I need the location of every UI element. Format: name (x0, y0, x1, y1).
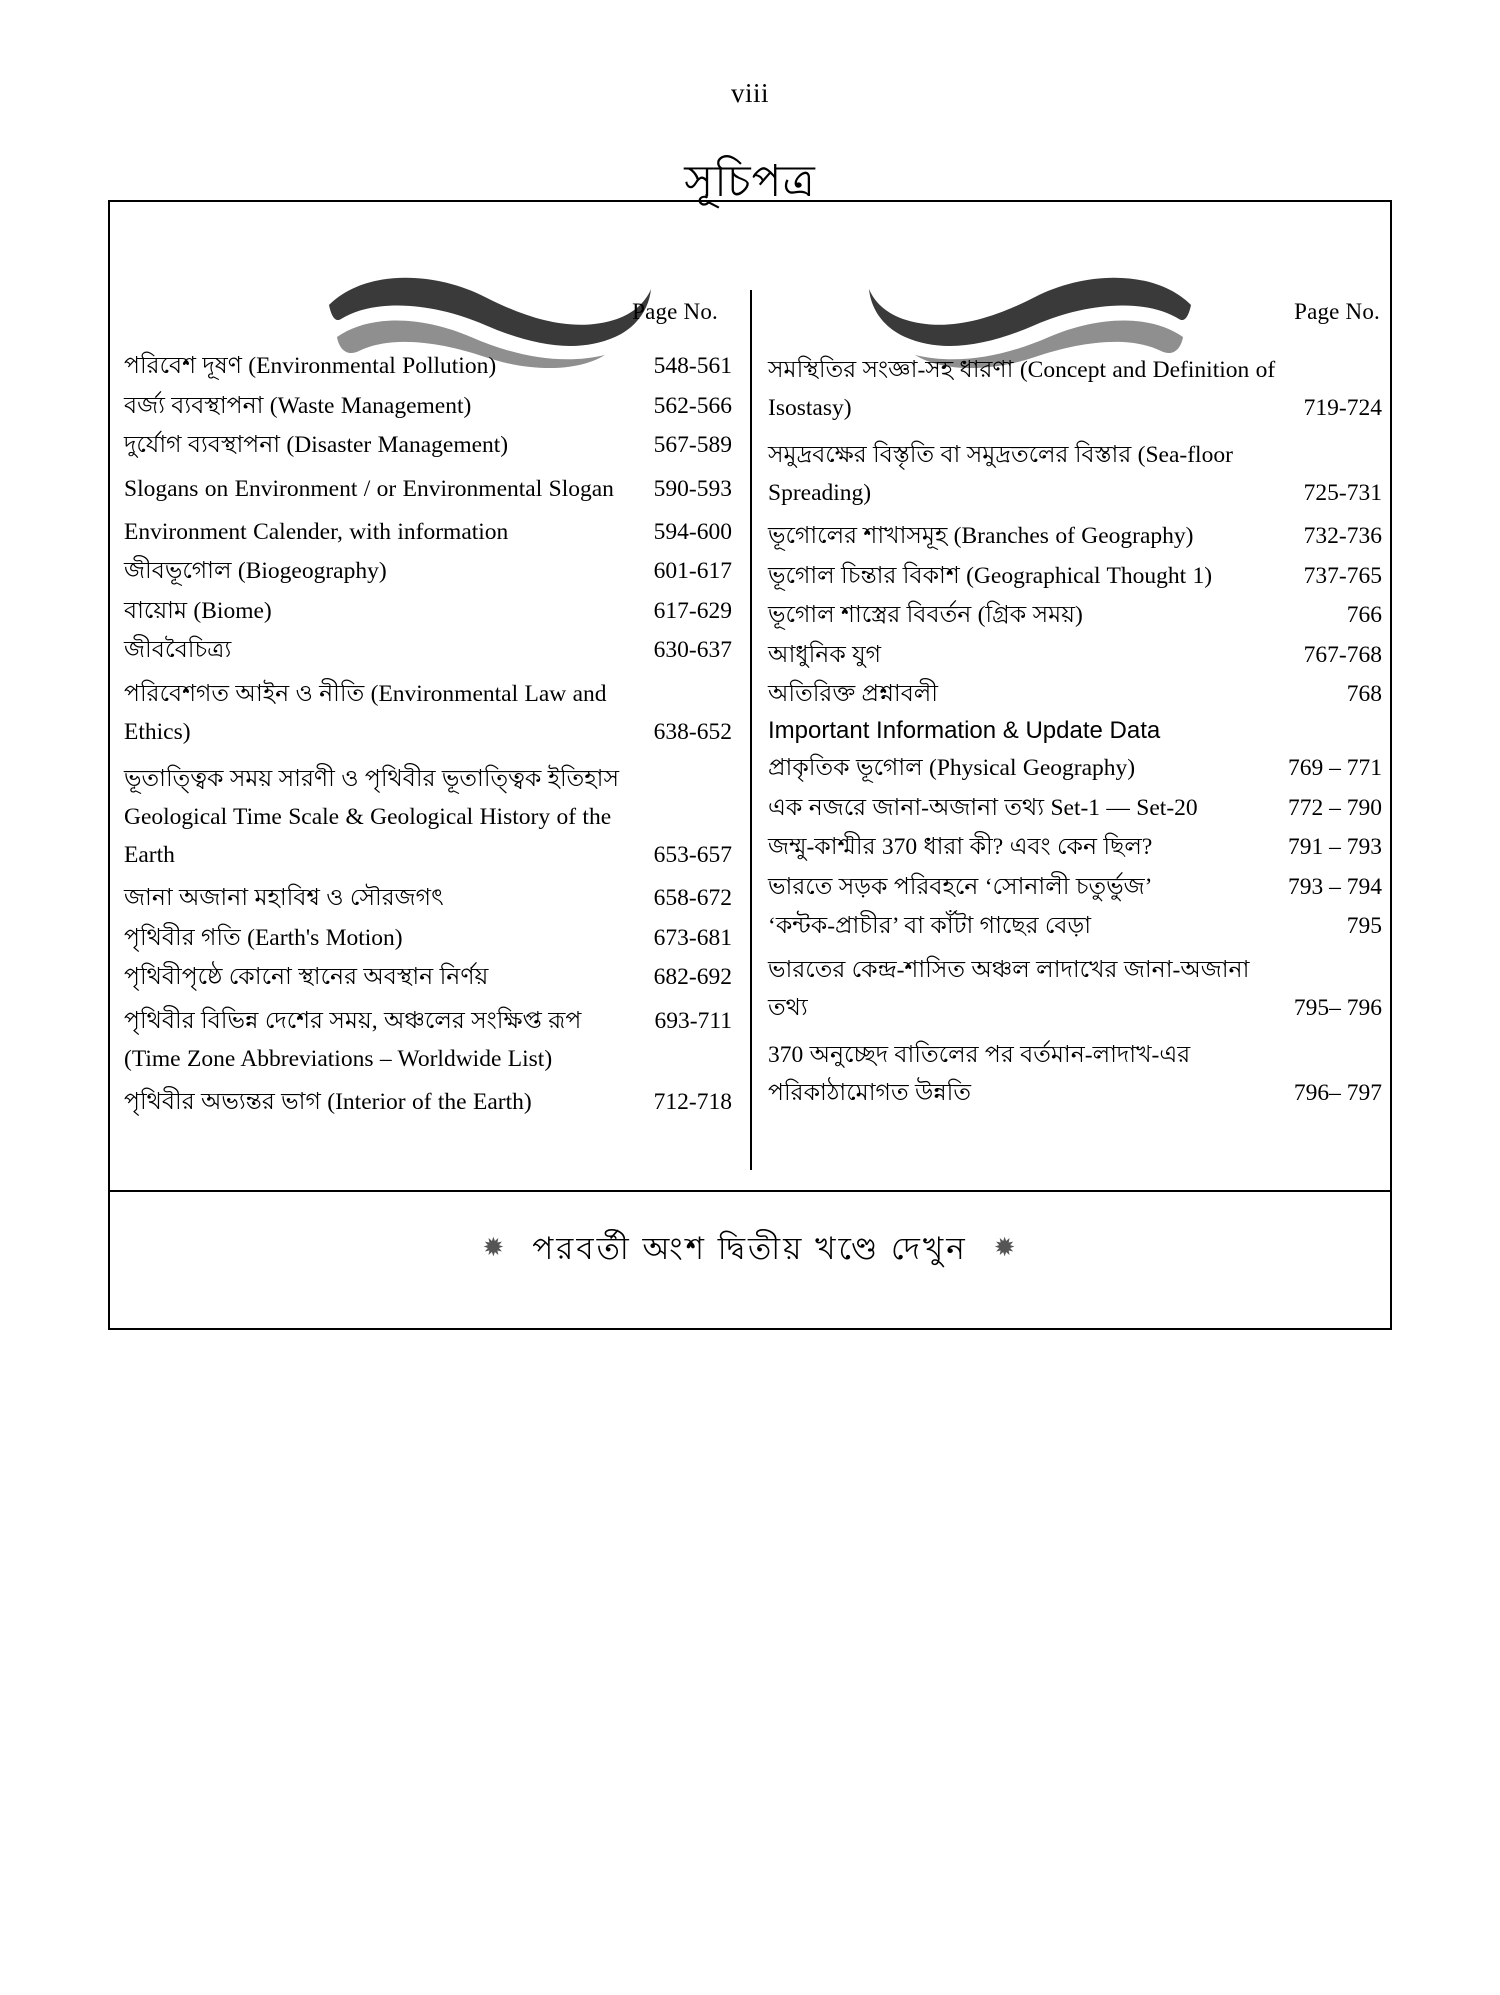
toc-entry[interactable] (768, 793, 1382, 824)
toc-entry[interactable] (768, 951, 1382, 1027)
toc-entry-pages: 768 (1346, 681, 1382, 708)
toc-entry[interactable] (768, 640, 1382, 671)
toc-entry-label: ভারতের কেন্দ্র-শাসিত অঞ্চল লাদাখের জানা-অজানা তথ্য (768, 956, 1250, 1021)
toc-entry[interactable] (124, 1087, 732, 1118)
toc-entry-pages: 712-718 (653, 1088, 732, 1115)
page-folio: viii (730, 78, 769, 108)
toc-entry-pages: 732-736 (1303, 523, 1382, 550)
toc-entry[interactable] (124, 517, 732, 548)
toc-entry[interactable] (124, 351, 732, 382)
toc-entry-pages: 725-731 (1303, 480, 1382, 507)
star-left-icon: ✹ (482, 1233, 507, 1262)
toc-entry-label: ভারতে সড়ক পরিবহনে ‘সোনালী চতুর্ভুজ’ (768, 873, 1153, 900)
toc-entry-pages: 653-657 (653, 842, 732, 869)
toc-entry[interactable] (124, 596, 732, 627)
toc-entry-label: ‘কন্টক-প্রাচীর’ বা কাঁটা গাছের বেড়া (768, 913, 1092, 940)
toc-entry-label: পৃথিবীপৃষ্ঠে কোনো স্থানের অবস্থান নির্ণয় (124, 964, 489, 991)
toc-entry-pages: 693-711 (654, 1007, 732, 1034)
toc-entry-label: জানা অজানা মহাবিশ্ব ও সৌরজগৎ (124, 885, 444, 912)
toc-entry-label: পৃথিবীর অভ্যন্তর ভাগ (Interior of the Earth) (124, 1088, 532, 1115)
toc-entry[interactable] (768, 832, 1382, 863)
toc-entry-label: বায়োম (Biome) (124, 597, 272, 624)
toc-entry-pages: 673-681 (653, 924, 732, 951)
toc-entry-label: সমস্থিতির সংজ্ঞা-সহ ধারণা (Concept and Definition of Isostasy) (768, 357, 1276, 422)
toc-entry-pages: 617-629 (653, 597, 732, 624)
star-right-icon: ✹ (993, 1233, 1018, 1262)
toc-column-right (768, 300, 1382, 1121)
toc-entry[interactable] (768, 872, 1382, 903)
toc-entry-pages: 766 (1346, 602, 1382, 629)
toc-entry-pages: 562-566 (653, 392, 732, 419)
toc-entry-pages: 658-672 (653, 885, 732, 912)
toc-entry-pages: 590-593 (653, 475, 732, 502)
toc-entry-label: পরিবেশ দূষণ (Environmental Pollution) (124, 353, 497, 379)
toc-entry[interactable] (768, 600, 1382, 631)
toc-entry-pages: 601-617 (653, 558, 732, 585)
bottom-rule (110, 1190, 1390, 1192)
toc-column-left (124, 300, 732, 1127)
toc-entry-label: এক নজরে জানা-অজানা তথ্য Set-1 — Set-20 (768, 794, 1198, 821)
toc-entry-label: পরিবেশগত আইন ও নীতি (Environmental Law and Ethics) (124, 680, 607, 745)
toc-entry-pages: 548-561 (653, 353, 732, 379)
toc-entry-label: ভূতাত্ত্বিক সময় সারণী ও পৃথিবীর ভূতাত্ত্বিক ইতিহাস Geological Time Scale & Geological History of the Earth (124, 766, 619, 869)
toc-entry-label: পৃথিবীর গতি (Earth's Motion) (124, 924, 403, 951)
toc-entry-label: জীবভূগোল (Biogeography) (124, 558, 387, 585)
page-title: সূচিপত্র (684, 157, 816, 206)
toc-entry-pages: 638-652 (653, 718, 732, 745)
toc-entry-label: বর্জ্য ব্যবস্থাপনা (Waste Management) (124, 392, 472, 419)
toc-entry[interactable] (124, 430, 732, 461)
toc-entry-pages: 630-637 (653, 637, 732, 664)
footer-note (108, 1225, 1392, 1277)
toc-entry-label: দুর্যোগ ব্যবস্থাপনা (Disaster Management) (124, 432, 509, 459)
toc-entry-pages: 795– 796 (1293, 994, 1382, 1021)
toc-entry[interactable] (768, 351, 1382, 427)
toc-entry-label: আধুনিক যুগ (768, 641, 882, 668)
toc-entry-pages: 767-768 (1303, 641, 1382, 668)
toc-entry[interactable] (768, 911, 1382, 942)
toc-entry-label: পৃথিবীর বিভিন্ন দেশের সময়, অঞ্চলের সংক্ষিপ্ত রূপ (Time Zone Abbreviations – Worldwide List) (124, 1007, 582, 1072)
column-divider (750, 290, 752, 1170)
toc-entry[interactable] (124, 391, 732, 422)
toc-entry-pages: 791 – 793 (1288, 834, 1382, 861)
page-no-header-left: Page No. (632, 299, 718, 324)
toc-entry[interactable] (768, 1036, 1382, 1112)
toc-entry-pages: 793 – 794 (1288, 873, 1382, 900)
toc-entry[interactable] (124, 470, 732, 508)
toc-entry-label: 370 অনুচ্ছেদ বাতিলের পর বর্তমান-লাদাখ-এর পরিকাঠামোগত উন্নতি (768, 1041, 1191, 1106)
toc-entry-label: জীববৈচিত্র্য (124, 637, 232, 664)
toc-entry-label: সমুদ্রবক্ষের বিস্তৃতি বা সমুদ্রতলের বিস্তার (Sea-floor Spreading) (768, 442, 1233, 507)
toc-entry[interactable] (768, 561, 1382, 592)
toc-entry[interactable] (768, 436, 1382, 512)
toc-entry-label: অতিরিক্ত প্রশ্নাবলী (768, 681, 939, 708)
footer-note-text: পরবর্তী অংশ দ্বিতীয় খণ্ডে দেখুন (532, 1231, 968, 1266)
toc-entry[interactable] (124, 675, 732, 751)
toc-entry-label: ভূগোল চিন্তার বিকাশ (Geographical Thought 1) (768, 562, 1213, 589)
toc-entry-label: Slogans on Environment / or Environmental Slogan (124, 475, 614, 502)
toc-entry[interactable] (124, 556, 732, 587)
toc-entry[interactable] (124, 923, 732, 954)
toc-entry-pages: 769 – 771 (1288, 754, 1382, 781)
toc-entry[interactable] (124, 962, 732, 993)
toc-entry-pages: 795 (1346, 913, 1382, 940)
toc-entry-pages: 682-692 (653, 964, 732, 991)
page-no-header-right: Page No. (1294, 299, 1380, 324)
toc-entry[interactable] (124, 635, 732, 666)
toc-entry[interactable] (124, 1002, 732, 1078)
toc-entry-pages: 796– 797 (1293, 1079, 1382, 1106)
toc-entry[interactable] (124, 883, 732, 914)
toc-entry-pages: 594-600 (653, 518, 732, 545)
toc-entry-pages: 567-589 (653, 432, 732, 459)
toc-entry-label: জম্মু-কাশ্মীর 370 ধারা কী? এবং কেন ছিল? (768, 834, 1153, 861)
toc-entry-pages: 737-765 (1303, 562, 1382, 589)
toc-entry[interactable] (124, 760, 732, 874)
toc-entry-label: ভূগোলের শাখাসমূহ (Branches of Geography) (768, 523, 1194, 550)
toc-entry[interactable] (768, 679, 1382, 710)
toc-entry-label: প্রাকৃতিক ভূগোল (Physical Geography) (768, 754, 1136, 781)
toc-entry-label: Environment Calender, with information (124, 518, 509, 545)
toc-entry[interactable] (768, 521, 1382, 552)
toc-entry-label: ভূগোল শাস্ত্রের বিবর্তন (গ্রিক সময়) (768, 602, 1083, 629)
section-heading: Important Information & Update Data (768, 716, 1161, 744)
toc-entry-pages: 772 – 790 (1288, 794, 1382, 821)
toc-entry[interactable] (768, 753, 1382, 784)
toc-entry-pages: 719-724 (1303, 395, 1382, 422)
